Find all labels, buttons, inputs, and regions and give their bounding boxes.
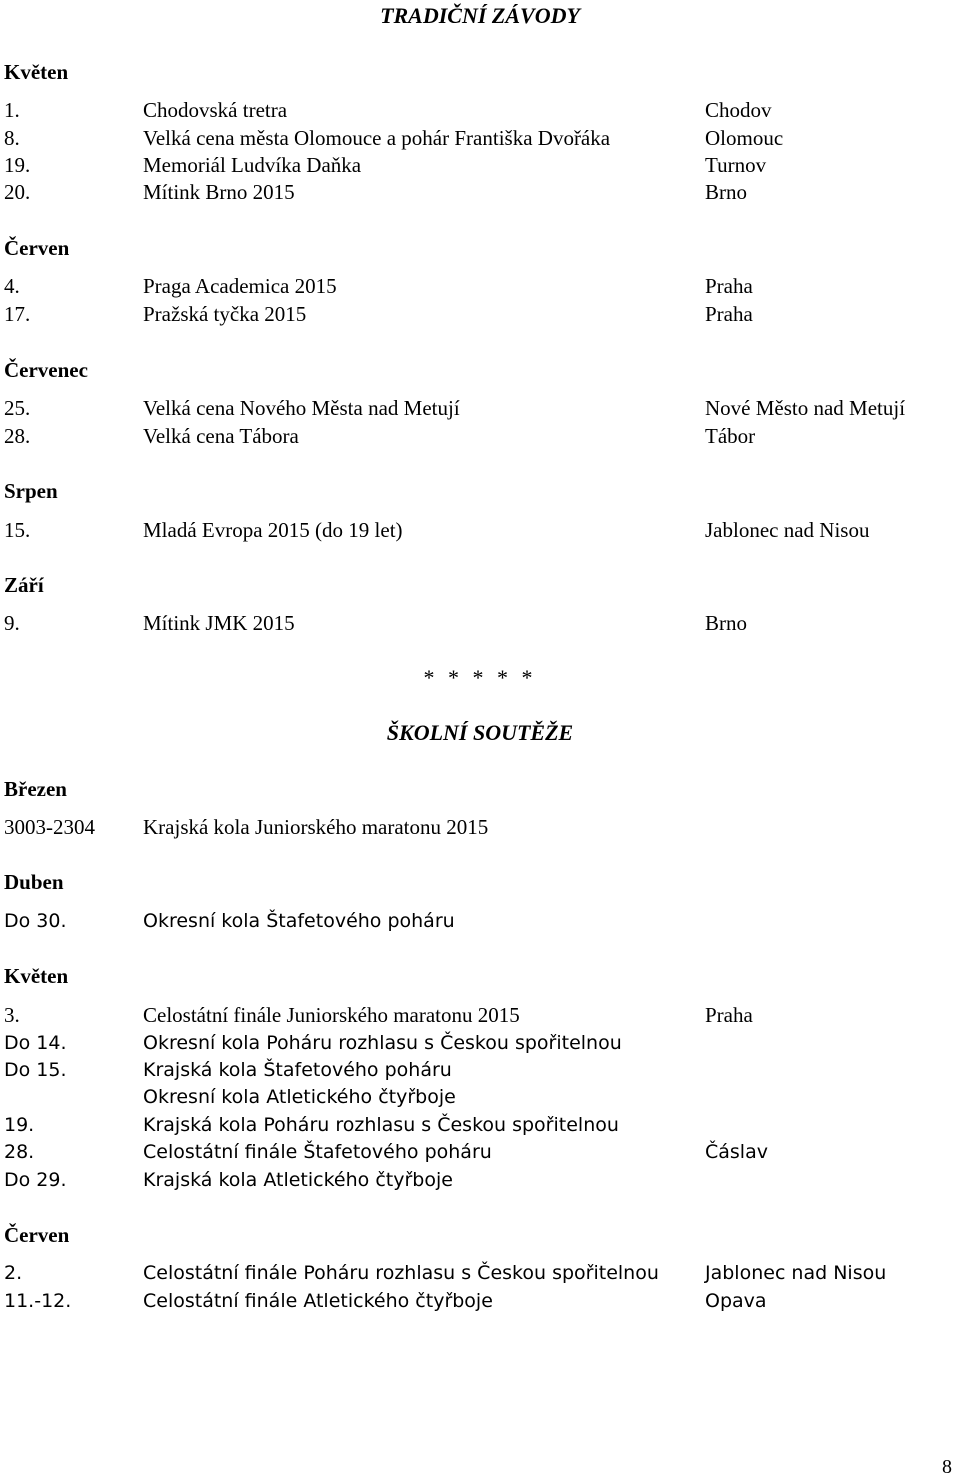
event-row — [0, 124, 960, 152]
event-row — [0, 1029, 960, 1057]
school-heading: ŠKOLNÍ SOUTĚŽE — [386, 720, 574, 745]
event-name: Krajská kola Štafetového poháru — [143, 1059, 452, 1081]
event-date: Do 15. — [4, 1059, 67, 1081]
event-row — [0, 907, 960, 935]
month-heading: Květen — [4, 60, 69, 84]
event-date: 9. — [4, 611, 20, 635]
event-row — [0, 813, 960, 841]
event-date: 17. — [4, 302, 31, 326]
event-date: 2. — [4, 1262, 23, 1284]
event-place: Praha — [705, 274, 753, 298]
event-row — [0, 151, 960, 179]
event-date: Do 14. — [4, 1032, 67, 1054]
event-place: Jablonec nad Nisou — [705, 1262, 887, 1284]
month-heading: Červen — [4, 236, 70, 260]
event-name: Chodovská tretra — [143, 98, 288, 122]
event-row — [0, 1287, 960, 1315]
month-heading: Září — [4, 573, 44, 597]
traditional-heading: TRADIČNÍ ZÁVODY — [380, 3, 580, 28]
event-date: 25. — [4, 396, 31, 420]
month-heading: Červenec — [4, 358, 88, 382]
event-row — [0, 96, 960, 124]
event-row — [0, 1001, 960, 1029]
event-name: Celostátní finále Poháru rozhlasu s Českou spořitelnou — [143, 1262, 659, 1284]
event-row — [0, 516, 960, 544]
event-row — [0, 1259, 960, 1287]
event-date: 3003-2304 — [4, 815, 95, 839]
event-place: Turnov — [705, 153, 767, 177]
event-date: 19. — [4, 1114, 35, 1136]
event-place: Chodov — [705, 98, 772, 122]
event-row — [0, 300, 960, 328]
event-place: Nové Město nad Metují — [705, 396, 906, 420]
event-name: Mítink JMK 2015 — [143, 611, 295, 635]
event-row — [0, 1166, 960, 1194]
section-divider: * * * * * — [423, 665, 537, 690]
event-row — [0, 178, 960, 206]
event-row — [0, 1083, 960, 1111]
event-name: Praga Academica 2015 — [143, 274, 337, 298]
event-row — [0, 422, 960, 450]
event-row — [0, 394, 960, 422]
event-row — [0, 1056, 960, 1084]
event-name: Mladá Evropa 2015 (do 19 let) — [143, 518, 403, 542]
event-place: Brno — [705, 611, 747, 635]
event-name: Okresní kola Štafetového poháru — [143, 910, 455, 932]
event-row — [0, 1138, 960, 1166]
event-name: Velká cena Nového Města nad Metují — [143, 396, 460, 420]
event-name: Memoriál Ludvíka Daňka — [143, 153, 362, 177]
event-date: 15. — [4, 518, 31, 542]
event-name: Celostátní finále Štafetového poháru — [143, 1141, 492, 1163]
event-place: Praha — [705, 1003, 753, 1027]
event-name: Velká cena Tábora — [143, 424, 299, 448]
event-date: Do 30. — [4, 910, 67, 932]
event-place: Brno — [705, 180, 747, 204]
page-number: 8 — [942, 1456, 952, 1478]
event-name: Krajská kola Atletického čtyřboje — [143, 1169, 453, 1191]
event-row — [0, 272, 960, 300]
event-name: Mítink Brno 2015 — [143, 180, 295, 204]
month-heading: Březen — [4, 777, 67, 801]
event-row — [0, 1111, 960, 1139]
event-place: Tábor — [705, 424, 756, 448]
event-place: Praha — [705, 302, 753, 326]
event-date: 1. — [4, 98, 20, 122]
event-name: Pražská tyčka 2015 — [143, 302, 307, 326]
event-date: 20. — [4, 180, 31, 204]
event-date: 11.-12. — [4, 1290, 72, 1312]
month-heading: Duben — [4, 870, 64, 894]
event-date: 19. — [4, 153, 31, 177]
event-name: Krajská kola Poháru rozhlasu s Českou spořitelnou — [143, 1114, 619, 1136]
event-name: Okresní kola Poháru rozhlasu s Českou spořitelnou — [143, 1032, 622, 1054]
event-name: Celostátní finále Juniorského maratonu 2015 — [143, 1003, 520, 1027]
event-date: 28. — [4, 1141, 35, 1163]
event-date: 8. — [4, 126, 20, 150]
event-date: 4. — [4, 274, 20, 298]
event-name: Krajská kola Juniorského maratonu 2015 — [143, 815, 489, 839]
event-name: Celostátní finále Atletického čtyřboje — [143, 1290, 493, 1312]
month-heading: Srpen — [4, 479, 58, 503]
event-name: Okresní kola Atletického čtyřboje — [143, 1086, 456, 1108]
event-date: 3. — [4, 1003, 20, 1027]
event-place: Olomouc — [705, 126, 784, 150]
event-place: Jablonec nad Nisou — [705, 518, 870, 542]
event-date: 28. — [4, 424, 31, 448]
event-date: Do 29. — [4, 1169, 67, 1191]
event-row — [0, 609, 960, 637]
event-place: Čáslav — [705, 1141, 768, 1163]
month-heading: Červen — [4, 1223, 70, 1247]
month-heading: Květen — [4, 964, 69, 988]
event-place: Opava — [705, 1290, 767, 1312]
event-name: Velká cena města Olomouce a pohár Františka Dvořáka — [143, 126, 611, 150]
